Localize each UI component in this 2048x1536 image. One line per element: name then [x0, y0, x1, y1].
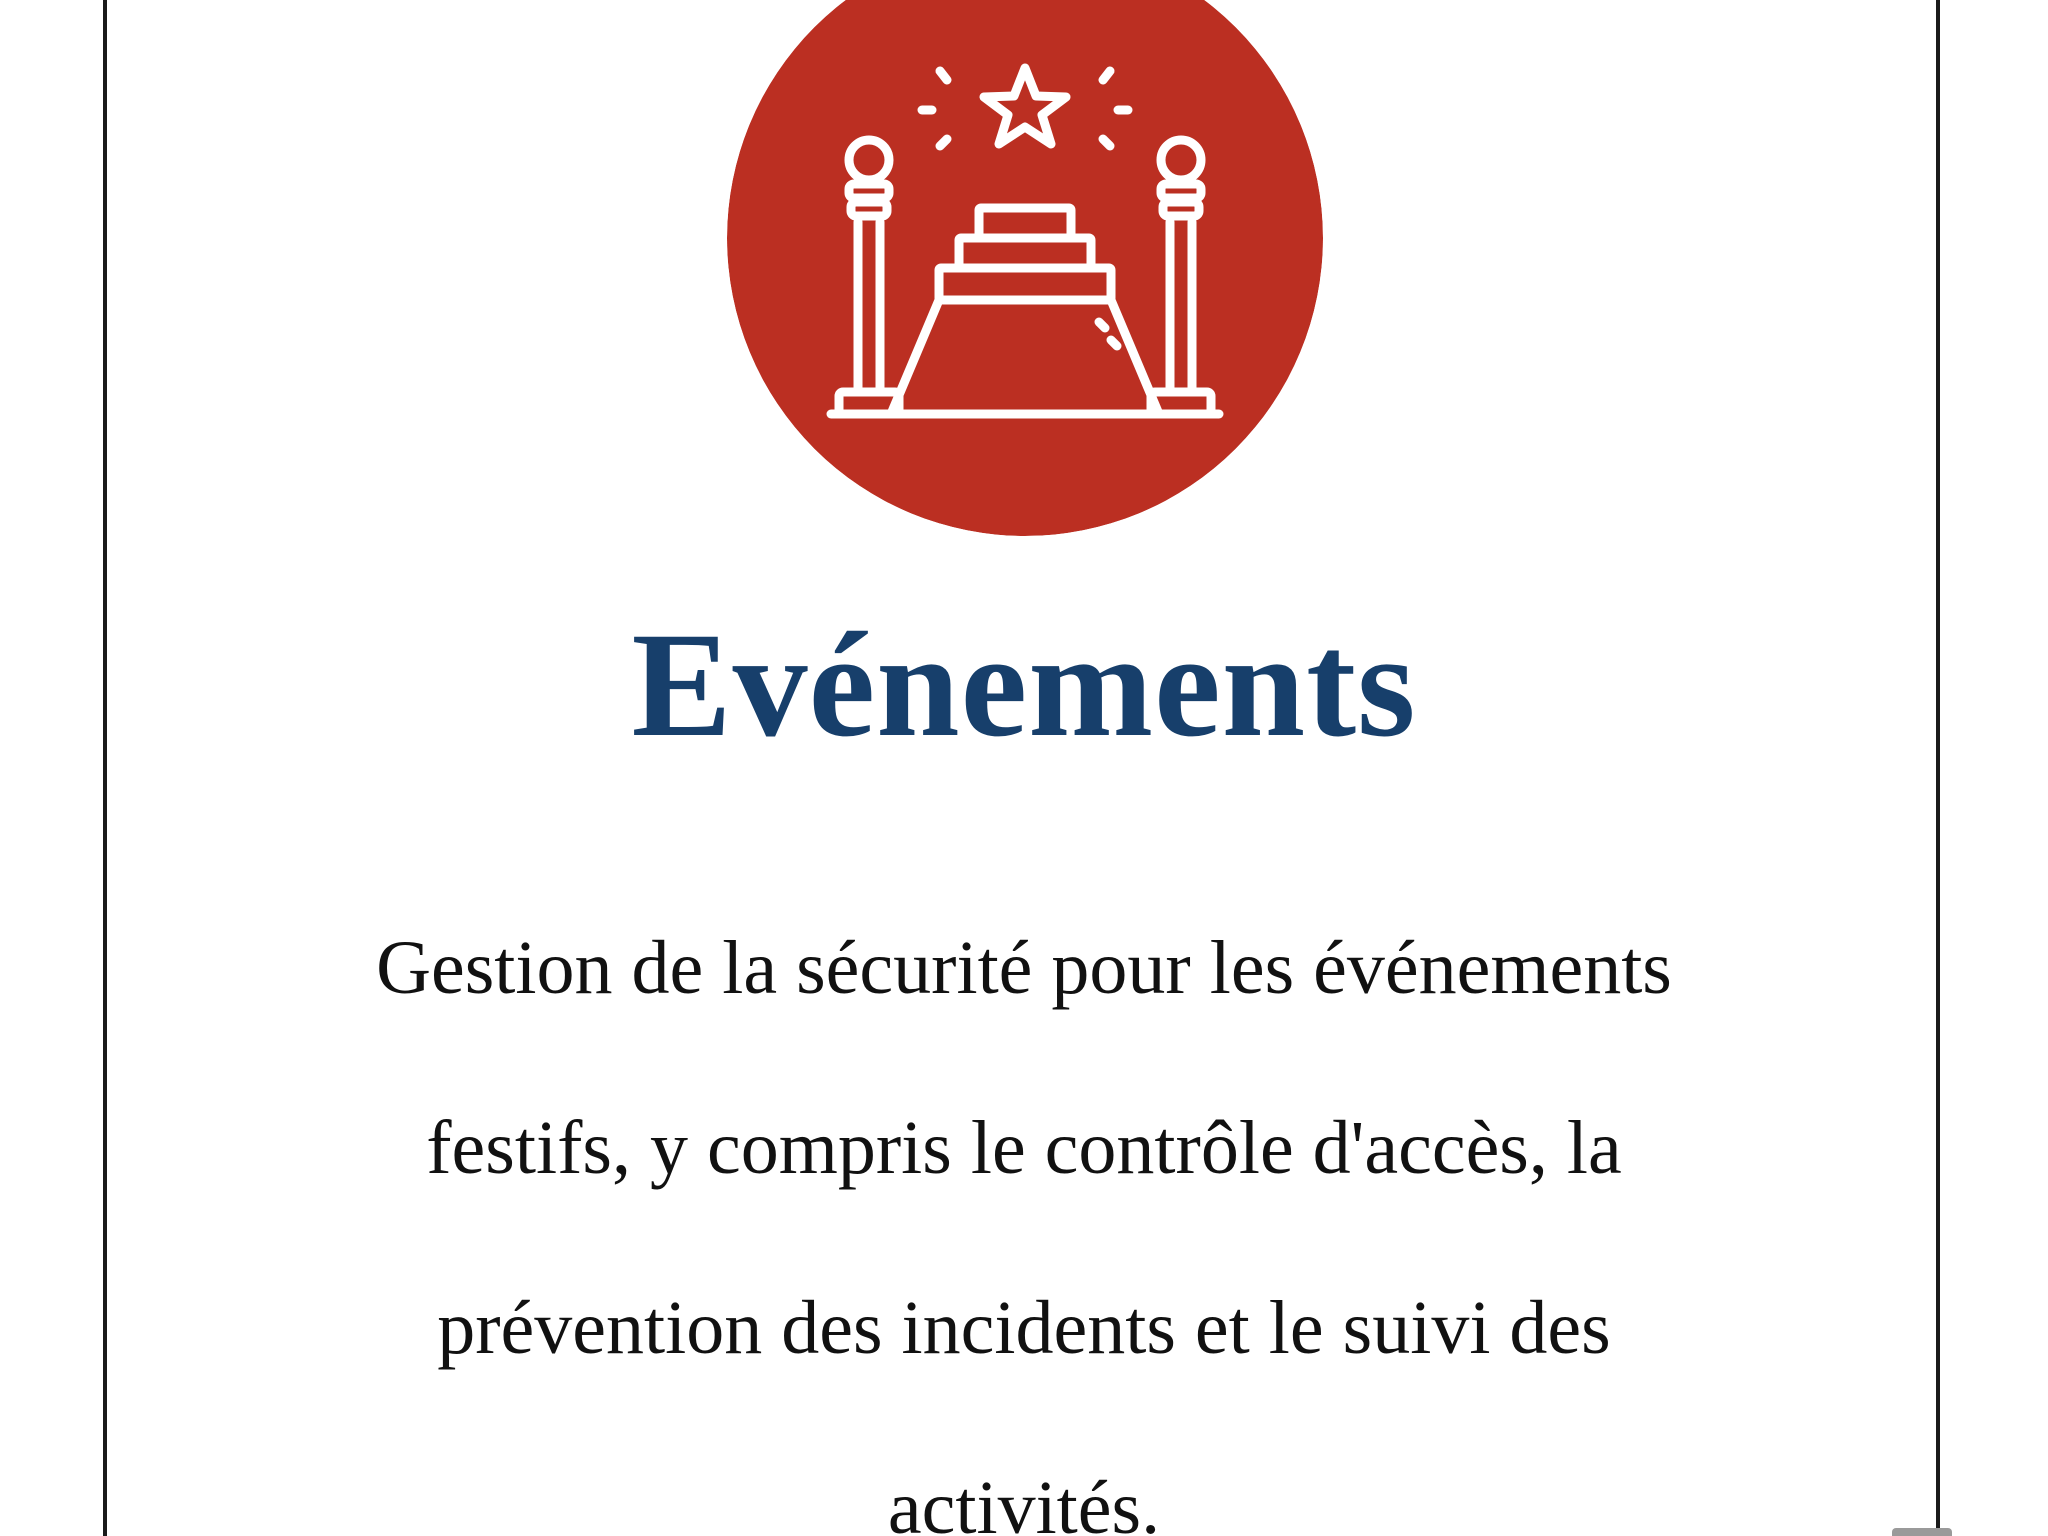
description-line: festifs, y compris le contrôle d'accès, la: [426, 1106, 1622, 1190]
scroll-indicator: [1892, 1528, 1952, 1536]
card-description: [0, 878, 2048, 1536]
description-line: prévention des incidents et le suivi des: [437, 1286, 1611, 1370]
description-line: Gestion de la sécurité pour les événements: [376, 926, 1672, 1010]
card-title: Evénements: [631, 602, 1417, 768]
description-line: activités.: [887, 1466, 1161, 1536]
